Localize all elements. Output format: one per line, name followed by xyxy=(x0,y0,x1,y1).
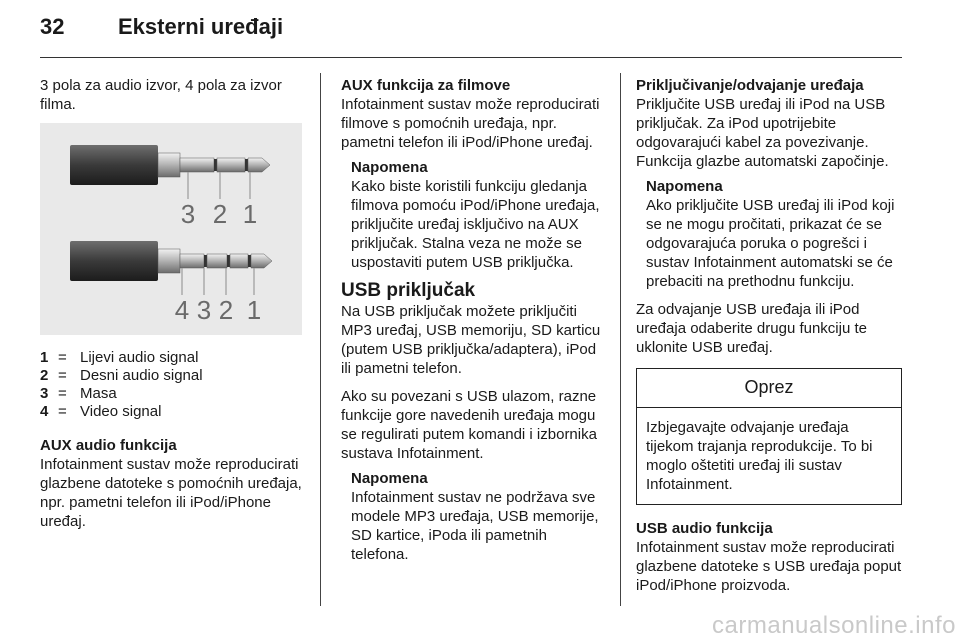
legend-number: 1 xyxy=(40,349,49,366)
watermark: carmanualsonline.info xyxy=(712,612,956,639)
caution-box xyxy=(636,368,902,505)
caution-title: Oprez xyxy=(637,369,901,408)
legend-row xyxy=(40,349,306,367)
usb-audio-heading: USB audio funkcija xyxy=(636,520,773,537)
legend-equals: = xyxy=(58,367,67,384)
caution-text: Izbjegavajte odvajanje uređaja tijekom trajanja reprodukcije. To bi moglo oštetiti uređaj ili sustav Infotainment. xyxy=(646,419,873,493)
top-label-1: 1 xyxy=(242,199,258,229)
column-2 xyxy=(341,76,605,564)
legend-row xyxy=(40,403,306,421)
three-pole-plug xyxy=(70,145,270,229)
legend-text: Video signal xyxy=(80,403,162,420)
header-rule xyxy=(40,57,902,58)
connect-heading: Priključivanje/odvajanje uređaja xyxy=(636,77,864,94)
legend-row xyxy=(40,385,306,403)
connect-text: Priključite USB uređaj ili iPod na USB priključak. Za iPod upotrijebite odgovarajući kabel za povezivanje. Funkcija glazbe automatski započinje. xyxy=(636,96,889,170)
aux-film-heading: AUX funkcija za filmove xyxy=(341,77,511,94)
legend-equals: = xyxy=(58,385,67,402)
note-box xyxy=(351,158,605,272)
note-text: Ako priključite USB uređaj ili iPod koji se ne mogu pročitati, prikazat će se odgovarajuća poruka o pogrešci i sustav Infotainment automatski se će prebaciti na prethodnu funkciju. xyxy=(646,197,895,290)
legend-number: 4 xyxy=(40,403,49,420)
usb-text: Na USB priključak možete priključiti MP3 uređaj, USB memoriju, SD karticu (putem USB priključka/adaptera), iPod ili pametni telefon. xyxy=(341,303,601,377)
legend-number: 2 xyxy=(40,367,49,384)
note-title: Napomena xyxy=(351,159,428,176)
bottom-label-3: 3 xyxy=(196,295,212,325)
bottom-label-2: 2 xyxy=(218,295,234,325)
four-pole-plug xyxy=(70,241,272,325)
top-label-2: 2 xyxy=(212,199,228,229)
note-box xyxy=(351,469,605,564)
legend-text: Desni audio signal xyxy=(80,367,203,384)
aux-film-text: Infotainment sustav može reproducirati filmove s pomoćnih uređaja, npr. pametni telefon ili iPod/iPhone uređaj. xyxy=(341,96,600,151)
chapter-title: Eksterni uređaji xyxy=(118,14,284,39)
note-text: Infotainment sustav ne podržava sve modele MP3 uređaja, USB memorije, SD kartice, iPoda ili pametnih telefona. xyxy=(351,489,599,563)
column-3 xyxy=(636,76,904,595)
note-title: Napomena xyxy=(646,178,723,195)
legend xyxy=(40,349,306,421)
disconnect-text: Za odvajanje USB uređaja ili iPod uređaja odaberite drugu funkciju te uklonite USB uređaj. xyxy=(636,301,867,356)
legend-number: 3 xyxy=(40,385,49,402)
intro-text: 3 pola za audio izvor, 4 pola za izvor filma. xyxy=(40,77,282,113)
column-divider-1 xyxy=(320,73,321,606)
top-label-3: 3 xyxy=(180,199,196,229)
note-box xyxy=(646,177,904,291)
jack-figure xyxy=(40,123,302,335)
bottom-label-1: 1 xyxy=(246,295,262,325)
legend-equals: = xyxy=(58,403,67,420)
column-1 xyxy=(40,76,306,531)
usb-heading: USB priključak xyxy=(341,280,476,301)
note-text: Kako biste koristili funkciju gledanja filmova pomoću iPod/iPhone uređaja, priključite uređaj isključivo na AUX priključak. Stalna veza ne može se uspostaviti putem USB priključka. xyxy=(351,178,600,271)
legend-equals: = xyxy=(58,349,67,366)
column-divider-2 xyxy=(620,73,621,606)
aux-audio-text: Infotainment sustav može reproducirati glazbene datoteke s pomoćnih uređaja, npr. pametni telefon ili iPod/iPhone uređaj. xyxy=(40,456,302,530)
bottom-label-4: 4 xyxy=(174,295,190,325)
jack-plugs-illustration xyxy=(40,123,302,335)
legend-row xyxy=(40,367,306,385)
usb-text: Ako su povezani s USB ulazom, razne funkcije gore navedenih uređaja mogu se regulirati putem komandi i izbornika sustava Infotainment. xyxy=(341,388,597,462)
usb-audio-text: Infotainment sustav može reproducirati glazbene datoteke s USB uređaja poput iPod/iPhone proizvoda. xyxy=(636,539,902,594)
legend-text: Masa xyxy=(80,385,117,402)
legend-text: Lijevi audio signal xyxy=(80,349,199,366)
page-number: 32 xyxy=(40,14,65,39)
aux-audio-heading: AUX audio funkcija xyxy=(40,437,177,454)
note-title: Napomena xyxy=(351,470,428,487)
